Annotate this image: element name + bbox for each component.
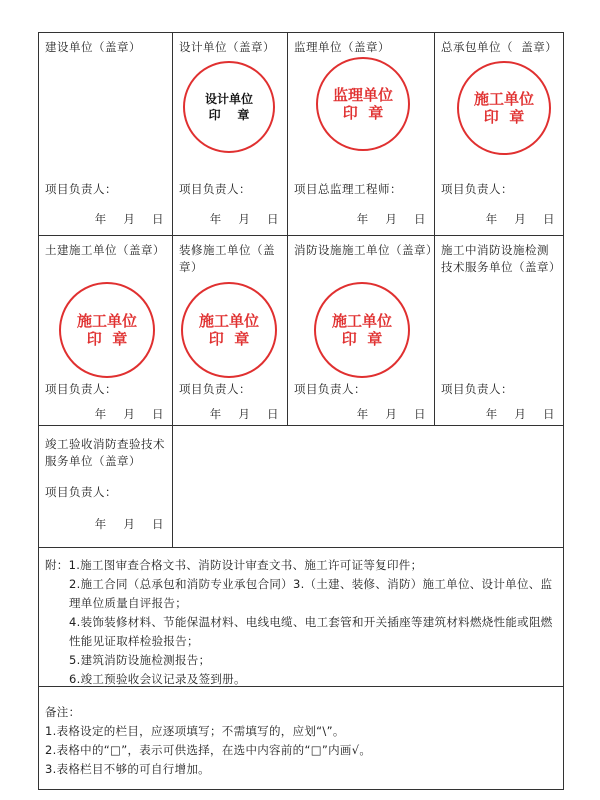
attachment-item: 附：1.施工图审查合格文书、消防设计审查文书、施工许可证等复印件； <box>45 558 423 572</box>
cell-decoration-construction <box>172 235 288 426</box>
seal-line-1: 监理单位 <box>332 86 393 104</box>
responsible-label: 项目负责人： <box>45 485 117 499</box>
cell-construction-unit <box>38 32 173 236</box>
date-label: 年 月 日 <box>209 407 279 421</box>
date-label: 年 月 日 <box>94 407 164 421</box>
remark-item: 2.表格中的“□”，表示可供选择，在选中内容前的“□”内画√。 <box>45 743 372 757</box>
responsible-label: 项目负责人： <box>441 182 513 196</box>
date-label: 年 月 日 <box>485 212 555 226</box>
unit-label: 建设单位（盖章） <box>45 40 141 54</box>
unit-label: 总承包单位（ 盖章） <box>441 40 558 54</box>
responsible-label: 项目负责人： <box>45 182 117 196</box>
date-label: 年 月 日 <box>356 212 426 226</box>
seal-line-2: 印 章 <box>342 104 384 122</box>
seal-line-1: 设计单位 <box>204 92 253 106</box>
supervision-unit-seal <box>316 57 410 151</box>
civil-seal <box>59 282 155 378</box>
seal-line-2: 印 章 <box>483 108 525 126</box>
cell-completion-inspection-service <box>38 425 173 548</box>
unit-label: 设计单位（盖章） <box>179 40 275 54</box>
design-unit-seal <box>183 61 275 153</box>
date-label: 年 月 日 <box>94 212 164 226</box>
seal-line-1: 施工单位 <box>331 312 392 330</box>
remarks-section <box>38 686 564 790</box>
responsible-label: 项目负责人： <box>294 382 366 396</box>
remarks-title: 备注： <box>45 705 81 719</box>
attachments-section <box>38 547 564 687</box>
contractor-seal <box>457 61 551 155</box>
seal-line-1: 施工单位 <box>473 90 534 108</box>
seal-line-2: 印 章 <box>208 108 250 122</box>
decoration-seal <box>181 282 277 378</box>
acceptance-form <box>38 32 564 790</box>
responsible-label: 项目总监理工程师： <box>294 182 402 196</box>
date-label: 年 月 日 <box>209 212 279 226</box>
fire-facility-seal <box>314 282 410 378</box>
unit-label: 装修施工单位（盖章） <box>179 243 275 274</box>
responsible-label: 项目负责人： <box>45 382 117 396</box>
seal-line-1: 施工单位 <box>198 312 259 330</box>
seal-line-2: 印 章 <box>341 330 383 348</box>
unit-label: 竣工验收消防查验技术服务单位（盖章） <box>45 437 165 468</box>
seal-line-1: 施工单位 <box>76 312 137 330</box>
attachment-item: 6.竣工预验收会议记录及签到册。 <box>69 672 246 686</box>
unit-label: 消防设施施工单位（盖章） <box>294 243 438 257</box>
cell-civil-construction <box>38 235 173 426</box>
cell-fire-testing-service <box>434 235 564 426</box>
date-label: 年 月 日 <box>94 517 164 531</box>
seal-line-2: 印 章 <box>86 330 128 348</box>
attachment-item: 2.施工合同（总承包和消防专业承包合同）3.（土建、装修、消防）施工单位、设计单位、监理单位质量自评报告； <box>69 577 553 610</box>
cell-fire-facility-construction <box>287 235 438 426</box>
responsible-label: 项目负责人： <box>179 182 251 196</box>
unit-label: 土建施工单位（盖章） <box>45 243 165 257</box>
cell-general-contractor <box>434 32 564 236</box>
responsible-label: 项目负责人： <box>441 382 513 396</box>
cell-design-unit <box>172 32 288 236</box>
responsible-label: 项目负责人： <box>179 382 251 396</box>
remark-item: 1.表格设定的栏目，应逐项填写；不需填写的，应划“\”。 <box>45 724 345 738</box>
cell-supervision-unit <box>287 32 435 236</box>
date-label: 年 月 日 <box>356 407 426 421</box>
remark-item: 3.表格栏目不够的可自行增加。 <box>45 762 210 776</box>
date-label: 年 月 日 <box>485 407 555 421</box>
attachment-item: 5.建筑消防设施检测报告； <box>69 653 211 667</box>
seal-line-2: 印 章 <box>208 330 250 348</box>
cell-empty <box>172 425 564 548</box>
attachment-item: 4.装饰装修材料、节能保温材料、电线电缆、电工套管和开关插座等建筑材料燃烧性能或阻燃性能见证取样检验报告； <box>69 615 553 648</box>
unit-label: 施工中消防设施检测技术服务单位（盖章） <box>441 243 561 274</box>
unit-label: 监理单位（盖章） <box>294 40 390 54</box>
